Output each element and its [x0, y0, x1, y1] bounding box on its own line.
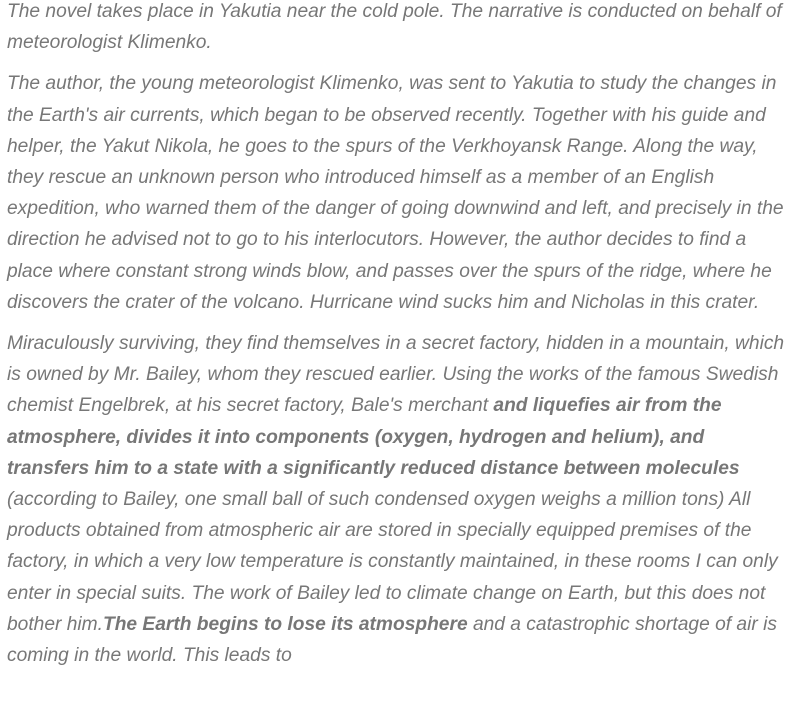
bottom-fade-overlay — [260, 689, 800, 707]
paragraph-intro: The novel takes place in Yakutia near the cold pole. The narrative is conducted on behalf of meteorologist Klimenko. — [7, 1, 782, 54]
paragraph-factory-bold-1: and liquefies air from the atmosphere, divides it into components (oxygen, hydrogen and helium), and transfers him to a state with a significantly reduced distance between molecules — [7, 395, 740, 479]
paragraph-factory-text-1: Miraculously surviving, they find themselves in a secret factory, hidden in a mountain, which is owned by Mr. Bailey, whom they rescued earlier. Using the works of the famous Swedish chemist Engelbrek, at his secret factory, Bale's merchant — [7, 333, 785, 417]
paragraph-expedition: The author, the young meteorologist Klimenko, was sent to Yakutia to study the changes in the Earth's air currents, which began to be observed recently. Together with his guide and helper, the Yakut Nikola, he goes to the spurs of the Verkhoyansk Range. Along the way, they rescue an unknown person who introduced himself as a member of an English expedition, who warned them of the danger of going downwind and left, and precisely in the direction he advised not to go to his interlocutors. However, the author decides to find a place where constant strong winds blow, and passes over the spurs of the ridge, where he discovers the crater of the volcano. Hurricane wind sucks him and Nicholas in this crater. — [7, 73, 784, 313]
paragraph-factory-text-2: (according to Bailey, one small ball of such condensed oxygen weighs a million tons) All products obtained from atmospheric air are stored in specially equipped premises of the factory, in which a very low temperature is constantly maintained, in these rooms I can only enter in special suits. The work of Bailey led to climate change on Earth, but this does not bother him. — [7, 489, 778, 635]
paragraph-factory — [7, 328, 786, 671]
paragraph-factory-bold-2: The Earth begins to lose its atmosphere — [102, 613, 468, 635]
paragraph-factory-text-3: and a catastrophic shortage of air is coming in the world. This leads to — [7, 613, 777, 667]
